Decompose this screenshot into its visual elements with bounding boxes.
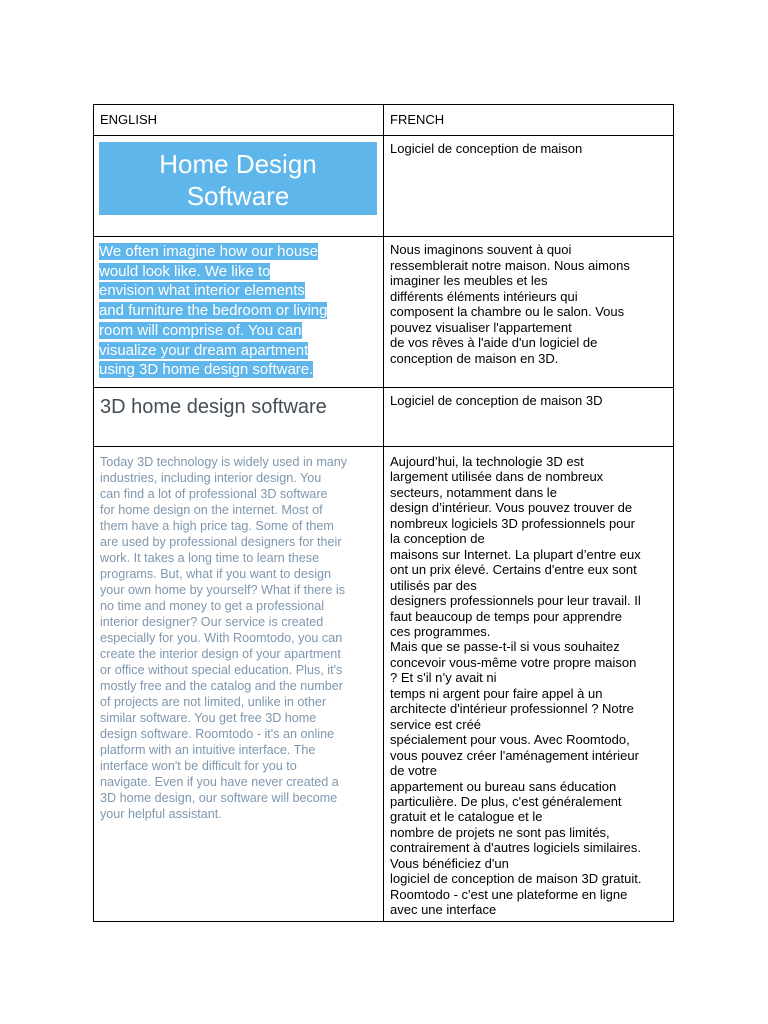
text-line: vous pouvez créer l'aménagement intérieur <box>390 747 639 763</box>
text-line: your own home by yourself? What if there is <box>100 583 345 597</box>
text-line: interior designer? Our service is created <box>100 615 324 629</box>
french-body-text <box>390 454 669 918</box>
text-line: navigate. Even if you have never created a <box>100 775 339 789</box>
text-line: conception de maison en 3D. <box>390 350 559 366</box>
french-header: FRENCH <box>384 105 674 136</box>
text-line: Mais que se passe-t-il si vous souhaitez <box>390 639 620 655</box>
text-line: Nous imaginons souvent à quoi <box>390 242 572 257</box>
text-line: la conception de <box>390 531 485 547</box>
title-line: Software <box>186 181 290 211</box>
french-title-cell: Logiciel de conception de maison <box>384 136 674 237</box>
subheading-row <box>94 388 674 447</box>
text-line: secteurs, notamment dans le <box>390 484 557 500</box>
translation-table <box>93 104 674 922</box>
title-row <box>94 136 674 237</box>
text-line: pouvez visualiser l'appartement <box>390 319 572 335</box>
highlighted-text: and furniture the bedroom or living <box>99 302 328 320</box>
text-line: ces programmes. <box>390 623 491 639</box>
french-subheading: Logiciel de conception de maison 3D <box>384 388 674 447</box>
highlighted-text: visualize your dream apartment <box>99 341 309 359</box>
text-line: composent la chambre ou le salon. Vous <box>390 304 625 319</box>
text-line: de vos rêves à l'aide d'un logiciel de <box>390 335 598 350</box>
text-line: ont un prix élevé. Certains d'entre eux sont <box>390 562 637 578</box>
text-line <box>99 262 379 282</box>
text-line: work. It takes a long time to learn these <box>100 551 320 565</box>
text-line: imaginer les meubles et les <box>390 273 548 288</box>
text-line: design d’intérieur. Vous pouvez trouver de <box>390 500 633 516</box>
text-line: them have a high price tag. Some of them <box>100 519 334 533</box>
text-line: service est créé <box>390 716 482 732</box>
text-line <box>99 242 379 262</box>
text-line: can find a lot of professional 3D software <box>100 487 328 501</box>
text-line <box>99 301 379 321</box>
text-line: 3D home design, our software will become <box>100 791 338 805</box>
text-line: nombreux logiciels 3D professionnels pour <box>390 515 635 531</box>
text-line: similar software. You get free 3D home <box>100 711 317 725</box>
text-line: architecte d'intérieur professionnel ? Notre <box>390 701 634 717</box>
text-line: Roomtodo - c'est une plateforme en ligne <box>390 886 628 902</box>
text-line: utilisés par des <box>390 577 477 593</box>
text-line: interface won't be difficult for you to <box>100 759 297 773</box>
title-banner <box>99 142 377 215</box>
french-intro-text <box>390 242 668 366</box>
body-row <box>94 447 674 922</box>
text-line: avec une interface <box>390 902 497 918</box>
text-line: ? Et s'il n’y avait ni <box>390 670 497 686</box>
highlighted-text: would look like. We like to <box>99 262 271 280</box>
text-line: especially for you. With Roomtodo, you can <box>100 631 343 645</box>
english-body-text <box>100 454 379 822</box>
text-line: gratuit et le catalogue et le <box>390 809 543 825</box>
text-line: Vous bénéficiez d'un <box>390 855 509 871</box>
french-intro-cell <box>384 237 674 388</box>
english-subheading: 3D home design software <box>94 388 384 447</box>
text-line: are used by professional designers for their <box>100 535 342 549</box>
english-title-cell <box>94 136 384 237</box>
text-line: largement utilisée dans de nombreux <box>390 469 604 485</box>
text-line: logiciel de conception de maison 3D gratuit. <box>390 871 642 887</box>
intro-row <box>94 237 674 388</box>
text-line: design software. Roomtodo - it's an online <box>100 727 335 741</box>
text-line: designers professionnels pour leur travail. Il <box>390 593 641 609</box>
text-line: appartement ou bureau sans éducation <box>390 778 617 794</box>
text-line: différents éléments intérieurs qui <box>390 288 578 304</box>
text-line: no time and money to get a professional <box>100 599 325 613</box>
text-line: particulière. De plus, c'est généralement <box>390 793 622 809</box>
text-line: Aujourd’hui, la technologie 3D est <box>390 454 584 469</box>
text-line <box>99 341 379 361</box>
highlighted-text: room will comprise of. You can <box>99 321 302 339</box>
text-line: programs. But, what if you want to design <box>100 567 332 581</box>
text-line: platform with an intuitive interface. The <box>100 743 316 757</box>
text-line: or office without special education. Plus, it's <box>100 663 343 677</box>
text-line <box>99 281 379 301</box>
english-intro-text <box>99 242 379 380</box>
french-body-cell <box>384 447 674 922</box>
highlighted-text: envision what interior elements <box>99 282 305 300</box>
english-header: ENGLISH <box>94 105 384 136</box>
text-line: contrairement à d'autres logiciels similaires. <box>390 840 642 856</box>
highlighted-text: We often imagine how our house <box>99 243 319 260</box>
text-line <box>99 321 379 341</box>
english-body-cell <box>94 447 384 922</box>
text-line: create the interior design of your apartment <box>100 647 341 661</box>
text-line: ressemblerait notre maison. Nous aimons <box>390 257 630 273</box>
text-line: concevoir vous-même votre propre maison <box>390 654 637 670</box>
text-line: mostly free and the catalog and the number <box>100 679 343 693</box>
text-line: of projects are not limited, unlike in other <box>100 695 327 709</box>
text-line: industries, including interior design. You <box>100 471 322 485</box>
text-line: for home design on the internet. Most of <box>100 503 323 517</box>
text-line: de votre <box>390 763 437 779</box>
header-row <box>94 105 674 136</box>
text-line: maisons sur Internet. La plupart d’entre eux <box>390 546 641 562</box>
text-line: nombre de projets ne sont pas limités, <box>390 824 610 840</box>
text-line: your helpful assistant. <box>100 807 222 821</box>
text-line <box>99 360 379 380</box>
title-line: Home Design <box>159 149 317 179</box>
text-line: temps ni argent pour faire appel à un <box>390 685 603 701</box>
text-line: faut beaucoup de temps pour apprendre <box>390 608 623 624</box>
english-intro-cell <box>94 237 384 388</box>
highlighted-text: using 3D home design software. <box>99 361 314 379</box>
text-line: spécialement pour vous. Avec Roomtodo, <box>390 732 630 748</box>
text-line: Today 3D technology is widely used in many <box>100 455 348 469</box>
